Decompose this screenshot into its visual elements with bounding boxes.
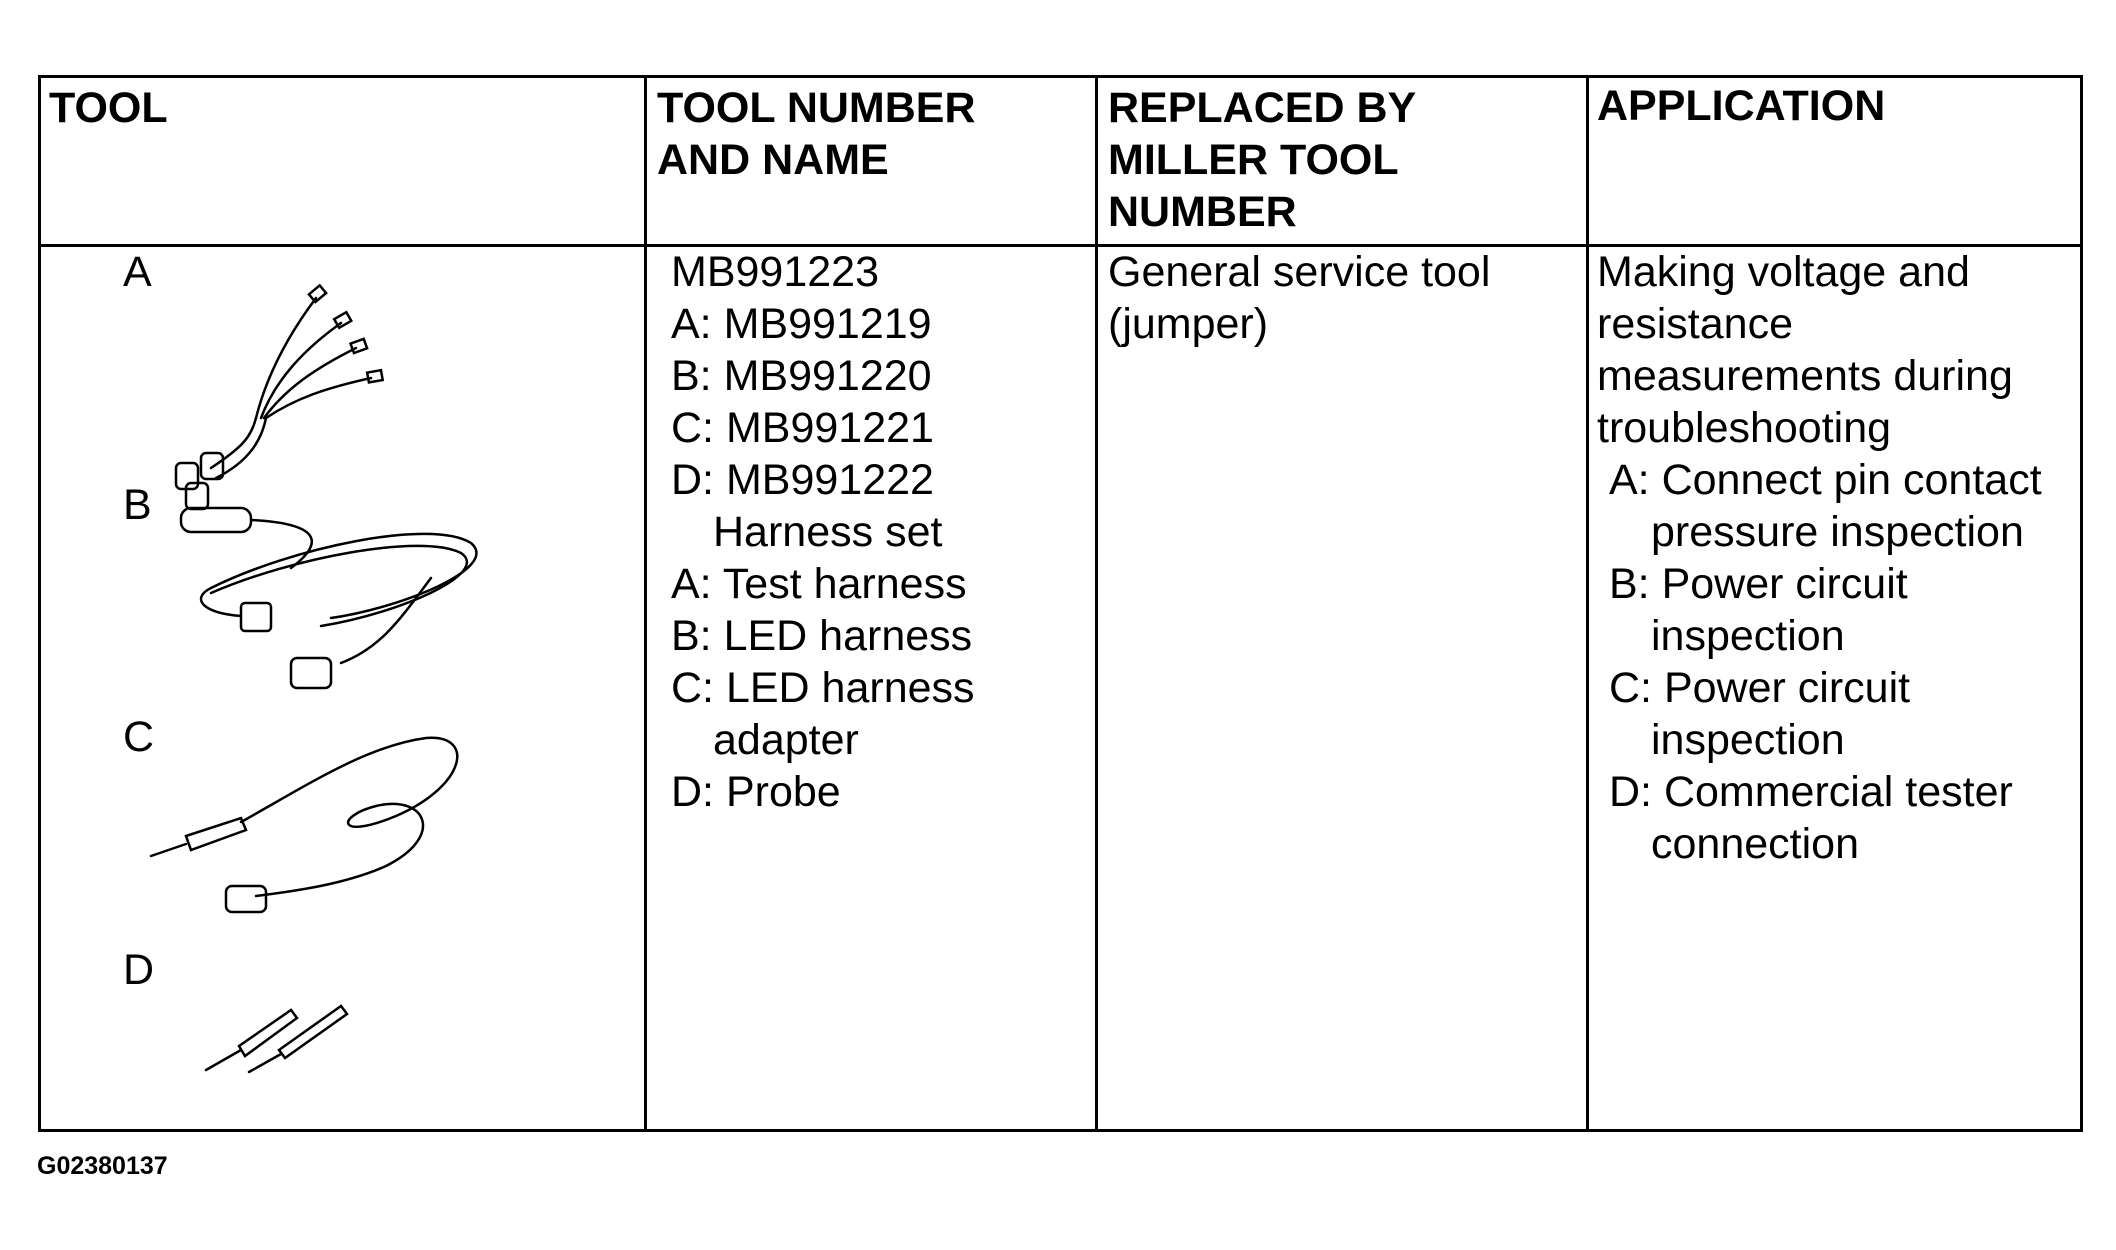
application-line: measurements during <box>1597 352 2013 400</box>
tool-number-line: adapter <box>713 716 859 764</box>
application-line: inspection <box>1651 612 1845 660</box>
application-line: D: Commercial tester <box>1609 768 2013 816</box>
tool-number-line: D: Probe <box>671 768 841 816</box>
special-tool-table <box>38 75 2083 1132</box>
application-line: A: Connect pin contact <box>1609 456 2042 504</box>
tool-number-line: C: MB991221 <box>671 404 934 452</box>
application-line: B: Power circuit <box>1609 560 1908 608</box>
application-line: connection <box>1651 820 1859 868</box>
tool-number-line: C: LED harness <box>671 664 975 712</box>
tool-letter-a: A <box>123 248 152 296</box>
led-harness-illustration <box>171 498 501 698</box>
application-line: inspection <box>1651 716 1845 764</box>
tool-number-line: D: MB991222 <box>671 456 934 504</box>
column-divider <box>1586 78 1589 1129</box>
application-line: troubleshooting <box>1597 404 1892 452</box>
header-application: APPLICATION <box>1597 82 1886 130</box>
figure-id: G02380137 <box>37 1152 168 1180</box>
replaced-by-line: (jumper) <box>1108 300 1269 348</box>
tool-letter-c: C <box>123 713 155 761</box>
application-line: resistance <box>1597 300 1793 348</box>
application-line: C: Power circuit <box>1609 664 1911 712</box>
replaced-by-line: General service tool <box>1108 248 1491 296</box>
tool-number-line: MB991223 <box>671 248 879 296</box>
tool-number-line: A: Test harness <box>671 560 967 608</box>
tool-number-line: B: LED harness <box>671 612 973 660</box>
probe-illustration <box>201 970 401 1080</box>
column-divider <box>1095 78 1098 1129</box>
tool-number-line: Harness set <box>713 508 943 556</box>
tool-letter-b: B <box>123 481 152 529</box>
tool-number-line: B: MB991220 <box>671 352 932 400</box>
application-cell <box>1597 246 2042 870</box>
header-replaced-by: REPLACED BY MILLER TOOL NUMBER <box>1108 84 1417 236</box>
header-tool: TOOL <box>49 84 168 132</box>
application-line: pressure inspection <box>1651 508 2024 556</box>
column-divider <box>644 78 647 1129</box>
header-tool-number: TOOL NUMBER AND NAME <box>657 84 976 184</box>
led-harness-adapter-illustration <box>146 726 486 926</box>
application-line: Making voltage and <box>1597 248 1970 296</box>
tool-number-line: A: MB991219 <box>671 300 932 348</box>
tool-letter-d: D <box>123 946 155 994</box>
tool-number-cell <box>671 246 975 818</box>
replaced-by-cell <box>1108 246 1490 350</box>
